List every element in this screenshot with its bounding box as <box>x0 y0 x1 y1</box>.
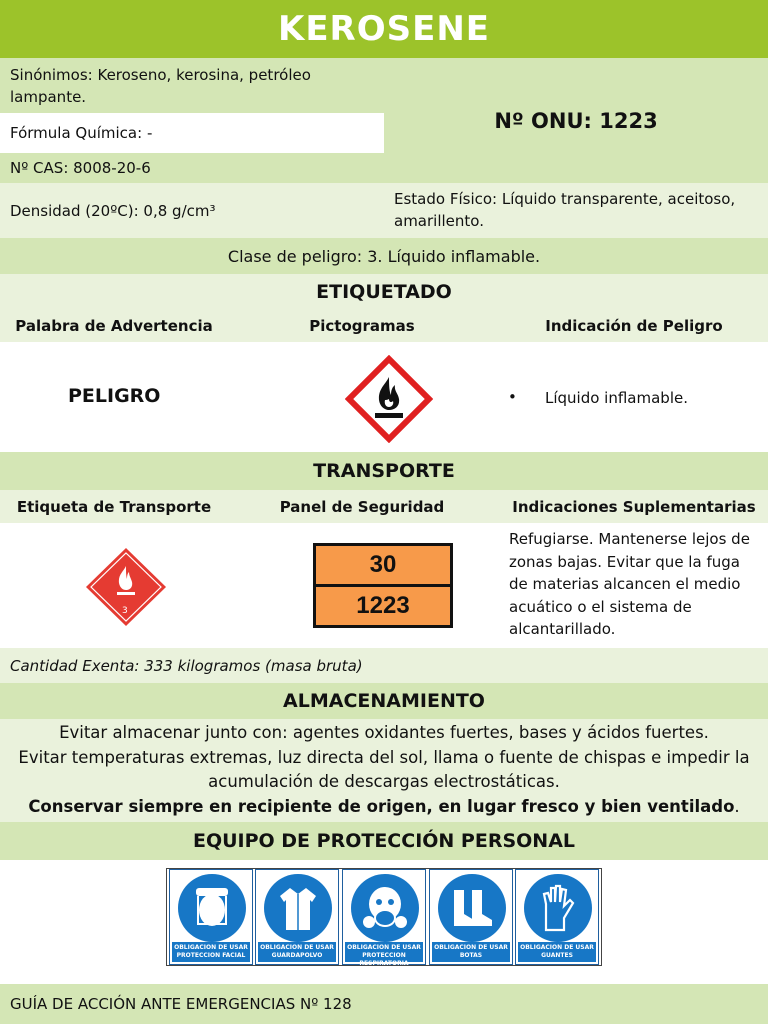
labeling-title-text: ETIQUETADO <box>316 281 452 303</box>
ppe-lab-coat-sign <box>255 869 339 965</box>
storage-title-text: ALMACENAMIENTO <box>283 690 485 712</box>
col-pictograms-header: Pictogramas <box>309 317 415 335</box>
ppe-respirator-sign <box>342 869 426 965</box>
ppe-section-title <box>0 822 768 860</box>
col-supplementary-header: Indicaciones Suplementarias <box>512 497 756 516</box>
storage-bold-suffix: . <box>734 796 740 816</box>
ppe-label-face: OBLIGACION DE USAR PROTECCION FACIAL <box>172 942 250 962</box>
ppe-boots-sign <box>429 869 513 965</box>
transport-title-text: TRANSPORTE <box>313 460 455 482</box>
storage-section-title <box>0 683 768 719</box>
gloves-icon <box>524 874 592 942</box>
formula-text: Fórmula Química: - <box>10 124 153 142</box>
storage-bold-text: Conservar siempre en recipiente de origen, en lugar fresco y bien ventilado <box>28 796 735 816</box>
hazard-bullet: • <box>508 388 517 406</box>
col-indication-header: Indicación de Peligro <box>545 317 723 335</box>
storage-line-2: Evitar temperaturas extremas, luz directa del sol, llama o fuente de chispas e impedir la acumulación de descargas electrostáticas. <box>18 747 750 791</box>
storage-bold-line <box>12 795 756 820</box>
storage-line-1: Evitar almacenar junto con: agentes oxidantes fuertes, bases y ácidos fuertes. <box>59 723 709 742</box>
onu-text: Nº ONU: 1223 <box>494 108 658 133</box>
ppe-title-text: EQUIPO DE PROTECCIÓN PERSONAL <box>192 830 576 852</box>
ppe-gloves-sign <box>515 869 599 965</box>
state-text: Estado Físico: Líquido transparente, aceitoso, amarillento. <box>394 190 736 230</box>
col-transport-label-header: Etiqueta de Transporte <box>16 497 212 516</box>
un-number: 1223 <box>356 592 410 619</box>
hazard-class-text: Clase de peligro: 3. Líquido inflamable. <box>227 246 541 266</box>
ghs-flame-pictogram <box>345 355 433 443</box>
page-title <box>0 0 768 58</box>
lab-coat-icon <box>264 874 332 942</box>
exempt-quantity-text: Cantidad Exenta: 333 kilogramos (masa bruta) <box>10 656 363 675</box>
safety-panel-top <box>313 543 453 587</box>
density-text: Densidad (20ºC): 0,8 g/cm³ <box>10 201 216 220</box>
footer-text: GUÍA DE ACCIÓN ANTE EMERGENCIAS Nº 128 <box>10 995 352 1013</box>
title-text: KEROSENE <box>277 9 491 49</box>
flame-ghs-icon <box>345 355 433 443</box>
density-cell <box>0 183 384 238</box>
ppe-label-boots: OBLIGACION DE USAR BOTAS <box>432 942 510 962</box>
exempt-quantity-row <box>0 648 768 683</box>
hazard-statement: Líquido inflamable. <box>545 389 688 407</box>
onu-number <box>384 58 768 183</box>
transport-label-number: 3 <box>122 606 128 616</box>
col-warning-header: Palabra de Advertencia <box>15 317 213 335</box>
face-shield-icon <box>178 874 246 942</box>
cas-row <box>0 153 384 183</box>
ppe-label-respirator: OBLIGACION DE USAR PROTECCION RESPIRATORIA <box>345 942 423 962</box>
transport-section-title <box>0 452 768 490</box>
col-safety-panel-header: Panel de Seguridad <box>279 497 445 516</box>
transport-label-diamond <box>82 546 170 628</box>
cas-text: Nº CAS: 8008-20-6 <box>10 159 151 177</box>
supplementary-indications: Refugiarse. Mantenerse lejos de zonas bajas. Evitar que la fuga de materias alcancen el medio acuático o el sistema de alcantarillado. <box>509 530 750 638</box>
synonyms-text: Sinónimos: Keroseno, kerosina, petróleo lampante. <box>10 66 311 106</box>
hazard-id-number: 30 <box>369 551 397 578</box>
formula-row <box>0 113 384 153</box>
respirator-icon <box>351 874 419 942</box>
boots-icon <box>438 874 506 942</box>
ppe-face-shield-sign <box>169 869 253 965</box>
ppe-signs <box>166 868 602 966</box>
storage-content <box>0 719 768 822</box>
ppe-label-gloves: OBLIGACION DE USAR GUANTES <box>518 942 596 962</box>
labeling-section-title <box>0 274 768 310</box>
warning-word: PELIGRO <box>68 385 161 407</box>
hazard-class-row <box>0 238 768 274</box>
footer-guide <box>0 984 768 1024</box>
safety-panel-bottom <box>313 584 453 628</box>
ppe-label-coat: OBLIGACION DE USAR GUARDAPOLVO <box>258 942 336 962</box>
